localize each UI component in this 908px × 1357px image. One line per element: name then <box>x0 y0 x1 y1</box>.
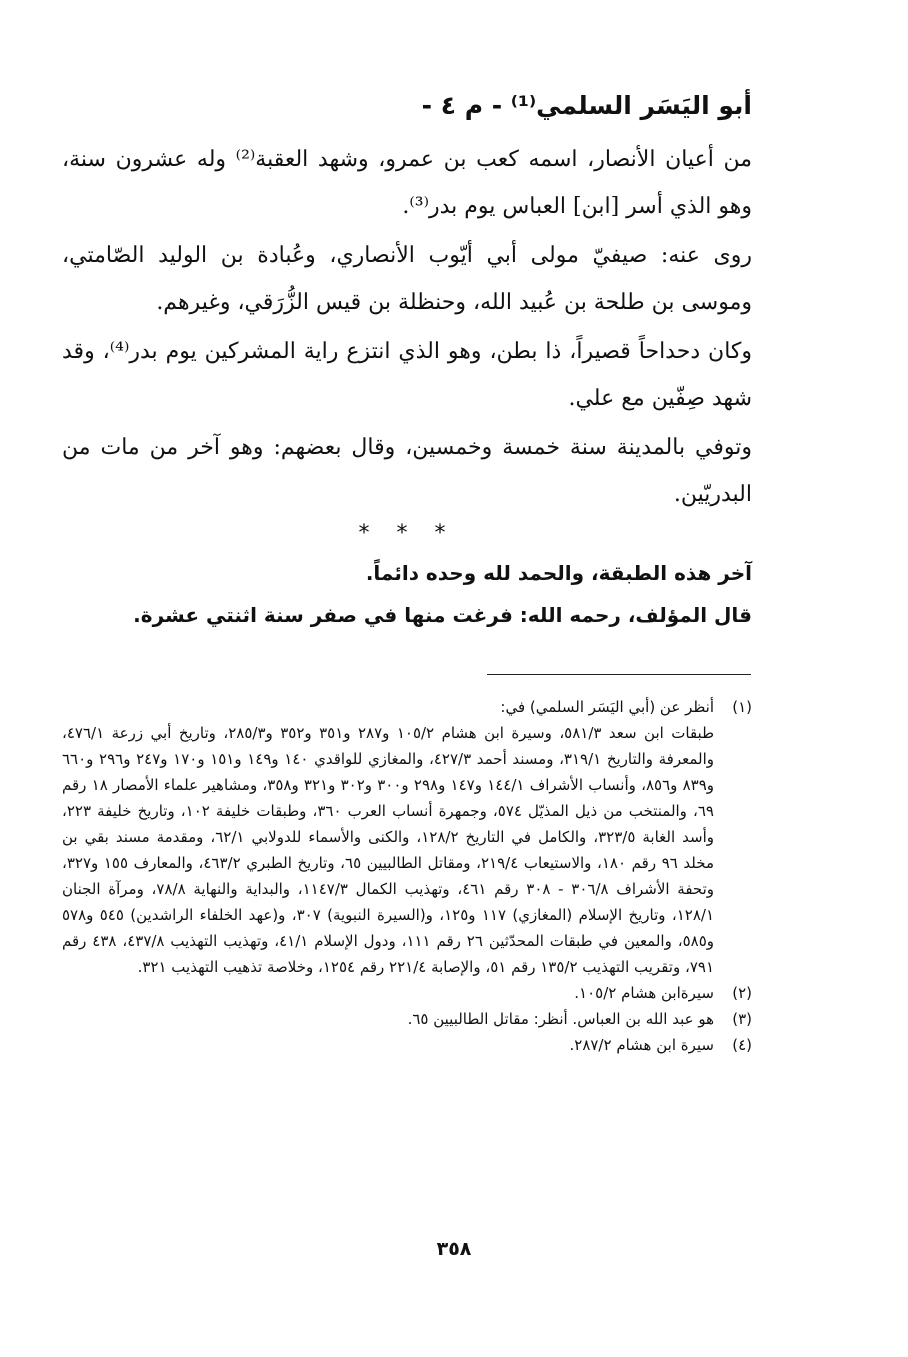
footnote-divider <box>487 674 751 675</box>
closing-line-2: قال المؤلف، رحمه الله: فرغت منها في صفر سنة اثنتي عشرة. <box>133 603 752 627</box>
footnote-text: سيرةابن هشام ١٠٥/٢. <box>574 984 714 1002</box>
footnote-number: (٣) <box>732 1010 752 1028</box>
footnote-1 <box>62 694 752 980</box>
paragraph-intro: من أعيان الأنصار، اسمه كعب بن عمرو، وشهد العقبة⁽²⁾ وله عشرون سنة، وهو الذي أسر [ابن] العباس يوم بدر⁽³⁾. <box>62 147 752 219</box>
footnote-text: طبقات ابن سعد ٥٨١/٣، وسيرة ابن هشام ١٠٥/٢ و٢٨٧ و٣٥١ و٣٥٢ و٢٨٥/٣، وتاريخ أبي زرعة ٤٧٦/١، والمعرفة والتاريخ ٣١٩/١، ومسند أحمد ٤٢٧/٣، والمغازي للواقدي ١٤٠ و١٤٩ و١٥١ و١٧٠ و٢٤٧ و٢٩٦ و٦٦٠ و٨٣٩ و٨٥٦، وأنساب الأشراف ١٤٤/١ و١٤٧ و٢٩٨ و٣٠٠ و٣٠٢ و٣٢١ و٣٥٨، ومشاهير علماء الأمصار ١٨ رقم ٦٩، والمنتخب من ذيل المذيّل ٥٧٤، وجمهرة أنساب العرب ٣٦٠، وطبقات خليفة ١٠٢، وتاريخ خليفة ٢٢٣، وأسد الغابة ٣٢٣/٥، والكامل في التاريخ ١٢٨/٢، والكنى والأسماء للدولابي ٦٢/١، ومقدمة مسند بقي بن مخلد ٩٦ رقم ١٨٠، والاستيعاب ٢١٩/٤، ومقاتل الطالبيين ٦٥، وتاريخ الطبري ٤٦٣/٢، والمعارف ١٥٥ و٣٢٧، وتحفة الأشراف ٣٠٦/٨ - ٣٠٨ رقم ٤٦١، وتهذيب الكمال ١١٤٧/٣، والبداية والنهاية ٧٨/٨، ومرآة الجنان ١٢٨/١، وتاريخ الإسلام (المغازي) ١١٧ و١٢٥، و(السيرة النبوية) ٣٠٧، و(عهد الخلفاء الراشدين) ٥٤٥ و٥٧٨ و٥٨٥، والمعين في طبقات المحدّثين ٢٦ رقم ١١١، ودول الإسلام ٤١/١، وتهذيب التهذيب ٤٣٧/٨، ٤٣٨ رقم ٧٩١، وتقريب التهذيب ١٣٥/٢ رقم ٥١، والإصابة ٢٢١/٤ رقم ١٢٥٤، وخلاصة تذهيب التهذيب ٣٢١. <box>62 724 715 976</box>
paragraph-description: وكان دحداحاً قصيراً، ذا بطن، وهو الذي انتزع راية المشركين يوم بدر⁽⁴⁾، وقد شهد صِفّين مع علي. <box>62 339 753 411</box>
footnote-text: سيرة ابن هشام ٢٨٧/٢. <box>569 1036 714 1054</box>
section-separator: * * * <box>358 521 456 546</box>
footnote-text: هو عبد الله بن العباس. أنظر: مقاتل الطالبيين ٦٥. <box>407 1010 714 1028</box>
footnote-intro: أنظر عن (أبي اليَسَر السلمي) في: <box>500 698 714 716</box>
footnote-4 <box>62 1032 752 1058</box>
footnote-number: (٤) <box>732 1036 752 1054</box>
page-title: أبو اليَسَر السلمي⁽¹⁾ - م ٤ - <box>421 91 752 120</box>
page-number: ٣٥٨ <box>436 1238 472 1260</box>
main-text <box>62 88 752 636</box>
closing-line-1: آخر هذه الطبقة، والحمد لله وحده دائماً. <box>365 561 752 585</box>
footnote-number: (١) <box>732 698 752 716</box>
footnote-number: (٢) <box>732 984 752 1002</box>
paragraph-death: وتوفي بالمدينة سنة خمسة وخمسين، وقال بعضهم: وهو آخر من مات من البدريّين. <box>62 435 752 507</box>
footnote-3 <box>62 1006 752 1032</box>
paragraph-narrators: روى عنه: صيفيّ مولى أبي أيّوب الأنصاري، وعُبادة بن الوليد الصّامتي، وموسى بن طلحة بن عُبيد الله، وحنظلة بن قيس الزُّرَقي، وغيرهم. <box>62 243 752 315</box>
footnote-2 <box>62 980 752 1006</box>
footnotes <box>62 694 752 1058</box>
